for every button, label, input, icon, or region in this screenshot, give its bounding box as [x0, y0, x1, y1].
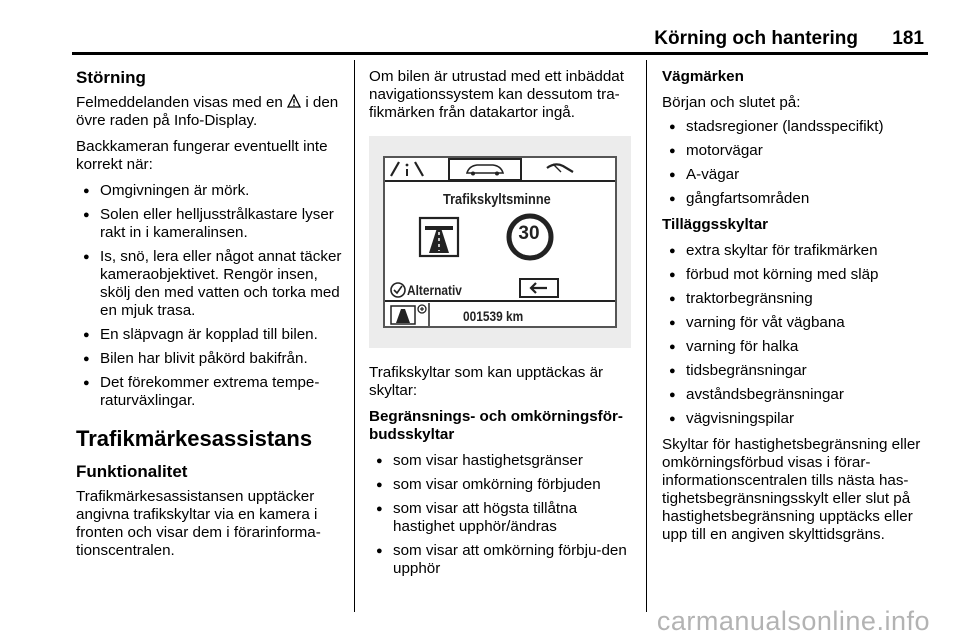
page-number: 181 [892, 28, 924, 49]
paragraph-start-end: Början och slutet på: [662, 94, 801, 111]
list-item: ● som visar att högsta tillåtna hastighet upphör/ändras [369, 500, 637, 536]
subheading-functionality: Funktionalitet [76, 462, 188, 481]
list-item: ● som visar hastighetsgränser [369, 452, 637, 470]
list-item: ● tidsbegränsningar [662, 362, 930, 380]
column-2 [369, 68, 637, 586]
column-1 [76, 68, 346, 568]
list-item: ● Det förekommer extrema tempe-raturväxlingar. [76, 374, 346, 410]
camera-conditions-list [76, 182, 346, 410]
paragraph-camera-conditions: Backkameran fungerar eventuellt inte korrekt när: [76, 138, 328, 173]
list-item: ● Is, snö, lera eller något annat täcker kameraobjektivet. Rengör insen, skölj den med vatten och torka med en mjuk trasa. [76, 248, 346, 320]
list-item: ● stadsregioner (landsspecifikt) [662, 118, 930, 136]
page-title: Körning och hantering [654, 28, 858, 49]
list-item: ● En släpvagn är kopplad till bilen. [76, 326, 346, 344]
list-item: ● vägvisningspilar [662, 410, 930, 428]
paragraph-error-messages [76, 94, 346, 130]
list-item: ● avståndsbegränsningar [662, 386, 930, 404]
list-item: ● motorvägar [662, 142, 930, 160]
road-icon-left-line [391, 162, 399, 176]
road-signs-list [662, 118, 930, 208]
subheading-road-signs: Vägmärken [662, 68, 744, 85]
odometer-value: 001539 km [463, 308, 524, 324]
list-item: ● Omgivningen är mörk. [76, 182, 346, 200]
alternative-label: Alternativ [407, 282, 462, 298]
display-graphics [385, 158, 615, 326]
warning-triangle-icon [287, 94, 301, 108]
section-title: Trafikmärkesassistans [76, 426, 313, 451]
check-circle-icon [391, 283, 405, 297]
speed-limit-value: 30 [518, 223, 540, 244]
para1-part-b: i den övre raden på Info-Display. [76, 94, 339, 129]
list-item: ● som visar omkörning förbjuden [369, 476, 637, 494]
watermark: carmanualsonline.info [656, 606, 930, 636]
traffic-sign-memory-figure [369, 136, 631, 348]
column-divider-1 [354, 60, 355, 612]
list-item: ● varning för våt vägbana [662, 314, 930, 332]
column-3 [662, 68, 930, 552]
list-item: ● förbud mot körning med släp [662, 266, 930, 284]
screen-title: Trafikskyltsminne [443, 191, 551, 208]
header-rule [72, 52, 928, 55]
subheading-additional-signs: Tilläggsskyltar [662, 216, 769, 233]
list-item: ● Bilen har blivit påkörd bakifrån. [76, 350, 346, 368]
list-item: ● extra skyltar för trafikmärken [662, 242, 930, 260]
additional-signs-list [662, 242, 930, 428]
paragraph-detectable-signs: Trafikskyltar som kan upptäckas är skyltar: [369, 364, 604, 399]
column-divider-2 [646, 60, 647, 612]
car-tab [449, 159, 521, 180]
paragraph-navigation: Om bilen är utrustad med ett inbäddat navigationssystem kan dessutom tra-fikmärken från datakartor ingå. [369, 68, 624, 121]
page-header [72, 28, 928, 50]
subheading-restriction-signs: Begränsnings- och omkörningsför-budsskyltar [369, 408, 623, 443]
list-item: ● A-vägar [662, 166, 930, 184]
info-display-screen [383, 156, 617, 328]
list-item: ● Solen eller helljusstrålkastare lyser rakt in i kameralinsen. [76, 206, 346, 242]
paragraph-functionality: Trafikmärkesassistansen upptäcker angivna trafikskyltar via en kamera i fronten och visar dem i förarinforma-tionscentralen. [76, 488, 321, 559]
restriction-signs-list [369, 452, 637, 578]
list-item: ● som visar att omkörning förbju-den upphör [369, 542, 637, 578]
list-item: ● traktorbegränsning [662, 290, 930, 308]
heading-storning: Störning [76, 68, 146, 87]
list-item: ● varning för halka [662, 338, 930, 356]
para1-part-a: Felmeddelanden visas med en [76, 94, 283, 111]
list-item: ● gångfartsområden [662, 190, 930, 208]
paragraph-display-duration: Skyltar för hastighetsbegränsning eller omkörningsförbud visas i förar-informationscentralen tills nästa has-tighetsbegränsningsskylt eller slut på hastighetsbegränsning upptäcks eller upp till en angiven skylttidsgräns. [662, 436, 921, 543]
